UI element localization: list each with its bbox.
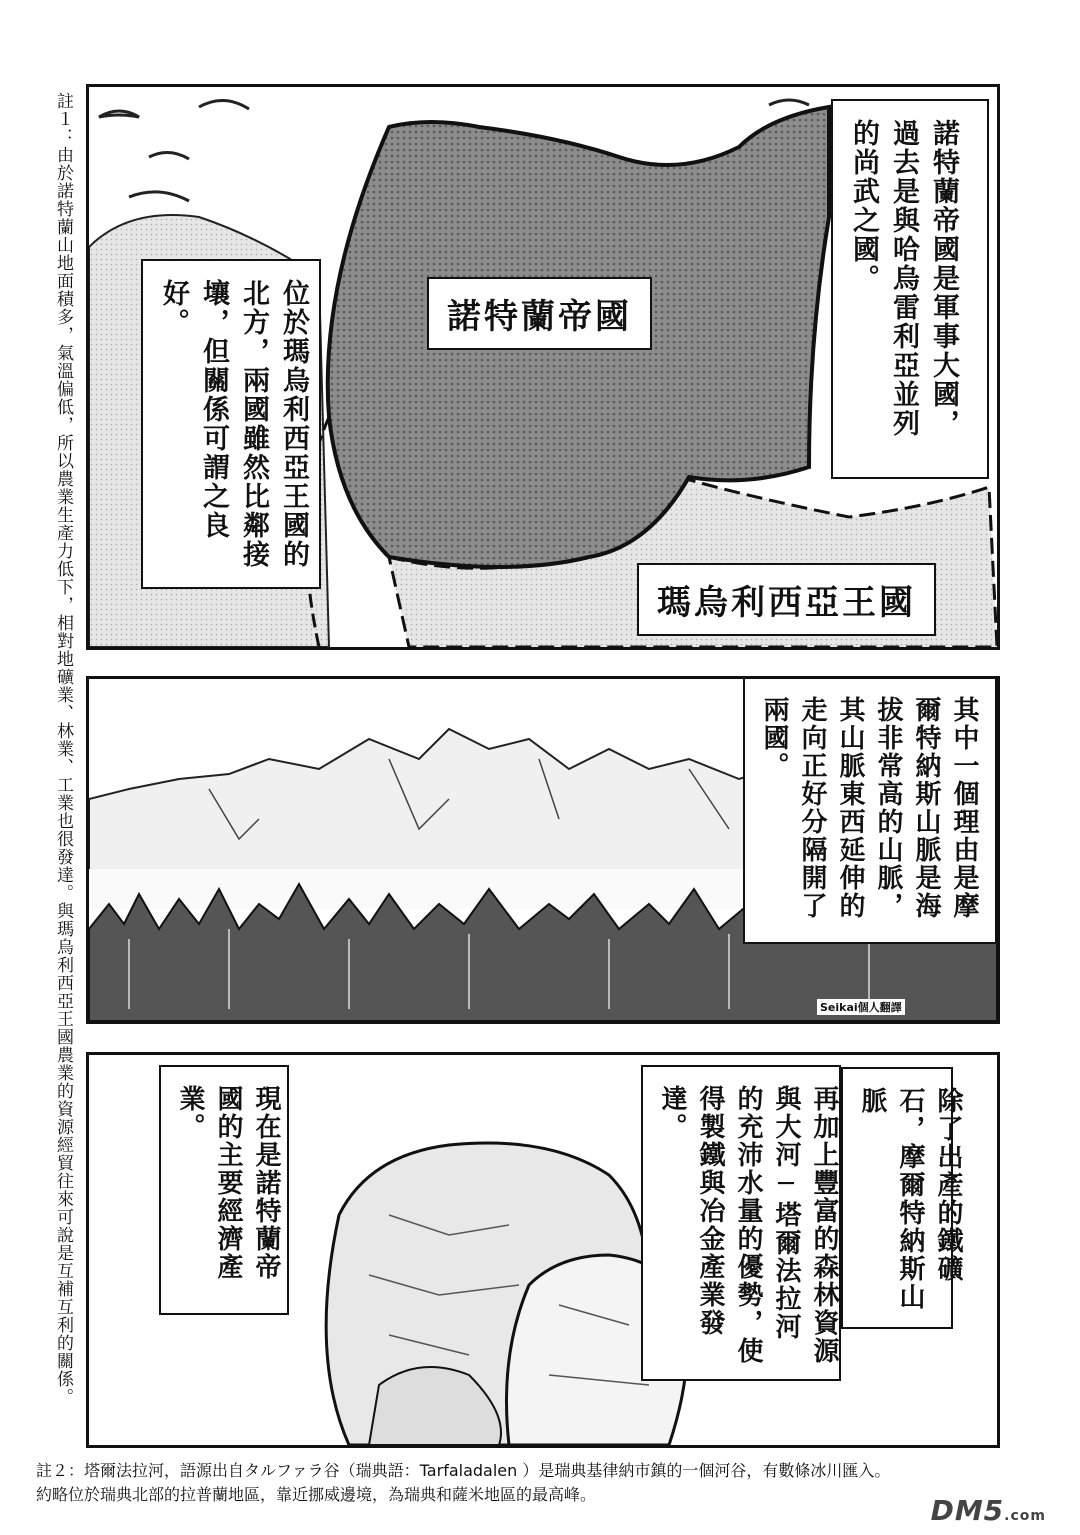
map-label-south: 瑪烏利西亞王國	[637, 563, 936, 636]
bottom-footnote-line2: 約略位於瑞典北部的拉普蘭地區，靠近挪威邊境，為瑞典和薩米地區的最高峰。	[36, 1485, 597, 1504]
caption-box-left	[159, 1065, 289, 1315]
caption-text: 再加上豐富的森林資源與大河─塔爾法拉河的充沛水量的優勢，使得製鐵與冶金產業發達。	[657, 1085, 839, 1365]
logo-suffix: .com	[1004, 1508, 1046, 1524]
caption-text: 其中一個理由是摩爾特納斯山脈是海拔非常高的山脈，其山脈東西延伸的走向正好分隔開了兩國。	[759, 696, 979, 920]
side-footnote: 註１：由於諾特蘭山地面積多，氣溫偏低，所以農業生產力低下，相對地礦業、林業、工業也很發達。與瑪烏利西亞王國農業的資源經貿往來可說是互補互利的關係。	[53, 92, 73, 1406]
caption-text: 位於瑪烏利西亞王國的北方，兩國雖然比鄰接壤，但關係可謂之良好。	[158, 279, 309, 569]
caption-box-right	[831, 99, 989, 479]
site-logo	[931, 1494, 1046, 1527]
caption-text: 除了出產的鐵礦石，摩爾特納斯山脈	[857, 1087, 963, 1311]
caption-text: 諾特蘭帝國是軍事大國，過去是與哈烏雷利亞並列的尚武之國。	[848, 119, 959, 438]
caption-box	[743, 676, 997, 944]
logo-text: DM5	[930, 1494, 1005, 1527]
bottom-footnote-line1: 註２：塔爾法拉河，語源出自タルファラ谷（瑞典語：Tarfaladalen ）是瑞典基律納市鎮的一個河谷，有數條冰川匯入。	[36, 1461, 891, 1480]
caption-text: 現在是諾特蘭帝國的主要經濟產業。	[175, 1085, 281, 1281]
caption-box-left	[141, 259, 321, 589]
panel-mountains	[86, 676, 1000, 1024]
caption-box-middle	[641, 1065, 841, 1381]
map-label-north: 諾特蘭帝國	[427, 277, 652, 350]
panel-rocks	[86, 1052, 1000, 1448]
translator-credit: Seikai個人翻譯	[817, 999, 905, 1015]
caption-box-right	[841, 1067, 963, 1329]
panel-map	[86, 84, 1000, 650]
